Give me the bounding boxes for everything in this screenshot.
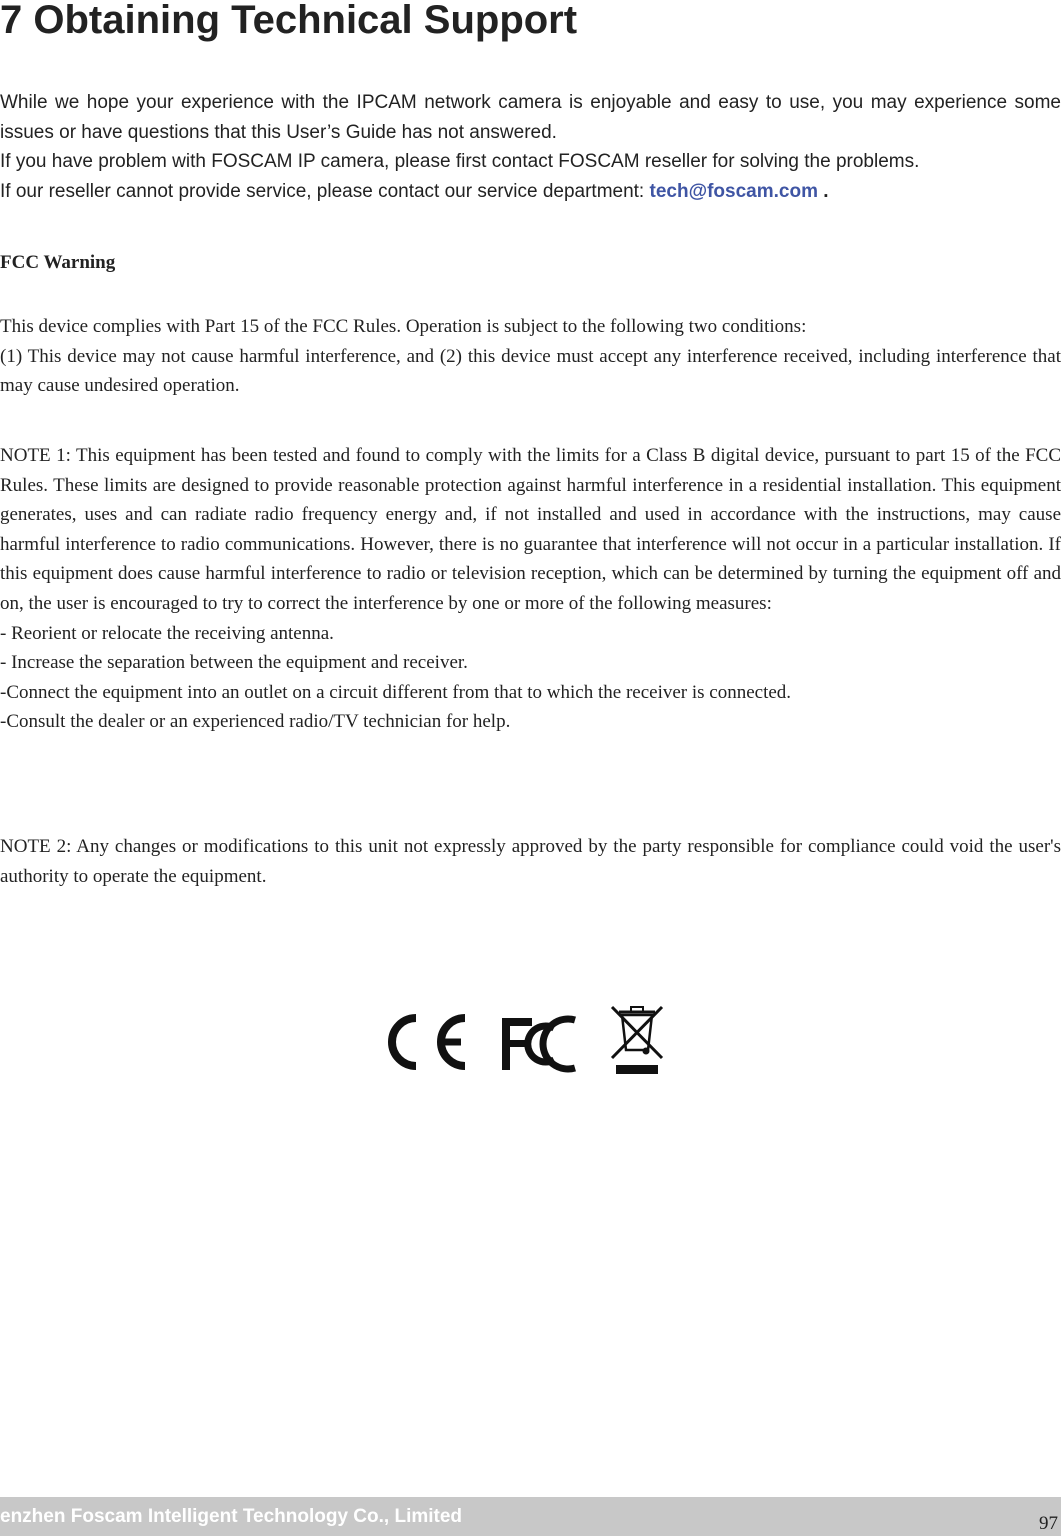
service-text: If our reseller cannot provide service, please contact our service department: xyxy=(0,180,650,202)
footer-company: enzhen Foscam Intelligent Technology Co., Limited xyxy=(0,1506,463,1527)
intro-paragraph: While we hope your experience with the IPCAM network camera is enjoyable and easy to use, you may experience some issues or have questions that this User’s Guide has not answered. xyxy=(0,92,1061,143)
intro-section xyxy=(0,88,1061,206)
support-email-link[interactable]: tech@foscam.com xyxy=(649,180,818,202)
service-period: . xyxy=(817,180,829,202)
measure-item: -Connect the equipment into an outlet on a circuit different from that to which the receiver is connected. xyxy=(0,681,792,703)
fcc-note1-section xyxy=(0,441,1061,737)
fcc-note2-section xyxy=(0,832,1061,891)
measure-item: - Increase the separation between the equipment and receiver. xyxy=(0,652,468,674)
weee-bin-icon xyxy=(612,1007,662,1074)
service-paragraph xyxy=(0,177,1061,207)
certification-logos xyxy=(384,1003,674,1081)
compliance-statement: This device complies with Part 15 of the FCC Rules. Operation is subject to the following two conditions: xyxy=(0,316,807,337)
note2-paragraph: NOTE 2: Any changes or modifications to this unit not expressly approved by the party responsible for compliance could void the user's authority to operate the equipment. xyxy=(0,836,1061,887)
fcc-mark-icon xyxy=(502,1018,575,1070)
reseller-paragraph: If you have problem with FOSCAM IP camera, please first contact FOSCAM reseller for solving the problems. xyxy=(0,151,920,172)
measure-item: - Reorient or relocate the receiving antenna. xyxy=(0,622,334,644)
page-number: 97 xyxy=(1039,1513,1058,1534)
note1-paragraph: NOTE 1: This equipment has been tested and found to comply with the limits for a Class B digital device, pursuant to part 15 of the FCC Rules. These limits are designed to provide reasonable protection against harmful interference in a residential installation. This equipment generates, uses and can radiate radio frequency energy and, if not installed and used in accordance with the instructions, may cause harmful interference to radio communications. However, there is no guarantee that interference will not occur in a particular installation. If this equipment does cause harmful interference to radio or television reception, which can be determined by turning the equipment off and on, the user is encouraged to try to correct the interference by one or more of the following measures: xyxy=(0,445,1061,614)
fcc-compliance-section xyxy=(0,312,1061,401)
fcc-warning-heading: FCC Warning xyxy=(0,252,116,273)
compliance-conditions: (1) This device may not cause harmful interference, and (2) this device must accept any interference received, including interference that may cause undesired operation. xyxy=(0,345,1061,397)
ce-mark-icon xyxy=(392,1018,465,1066)
measure-item: -Consult the dealer or an experienced radio/TV technician for help. xyxy=(0,711,511,733)
page-title: 7 Obtaining Technical Support xyxy=(0,0,578,42)
